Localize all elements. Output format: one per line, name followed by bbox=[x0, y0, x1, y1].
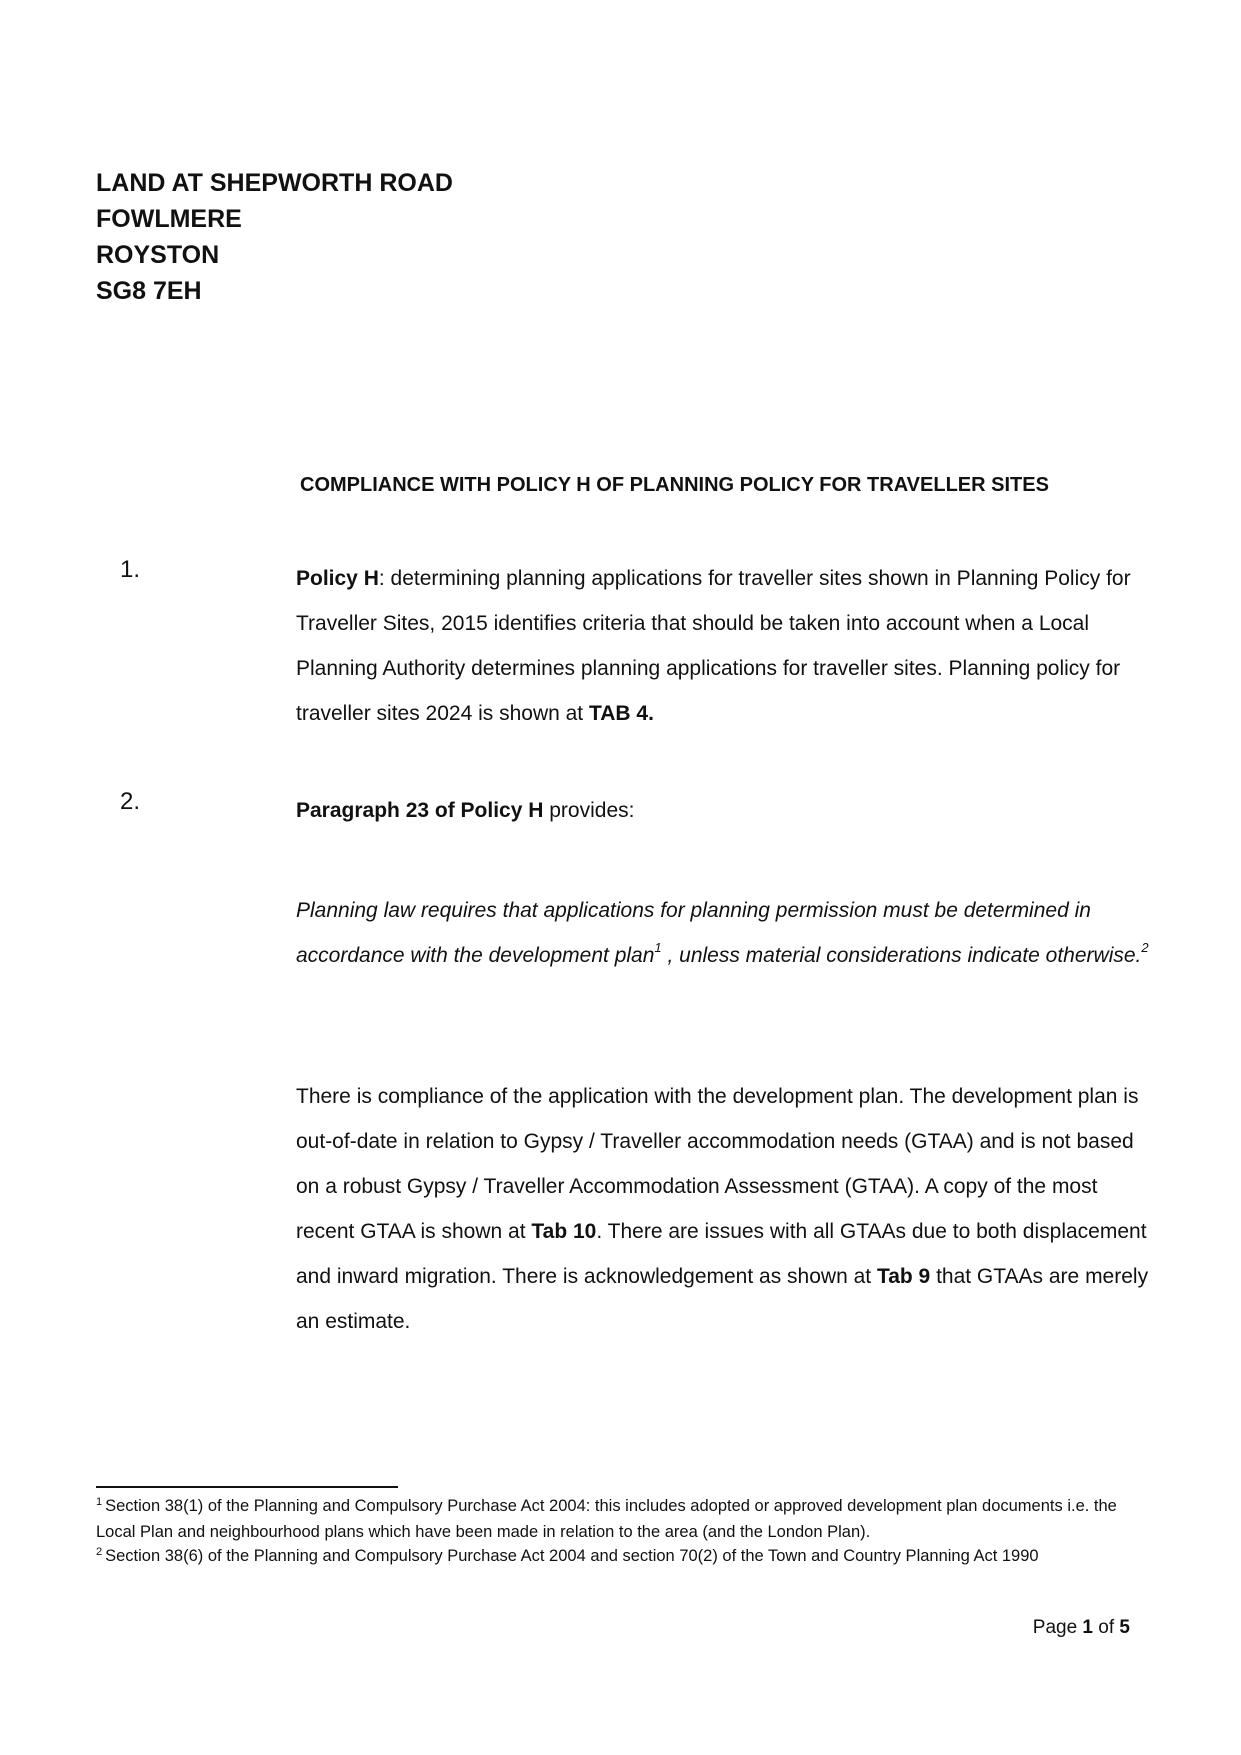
paragraph-number: 1. bbox=[120, 556, 141, 583]
policy-quote bbox=[296, 888, 1156, 978]
quote-text: Planning law requires that applications for planning permission must be determined in accordance with the development plan bbox=[296, 899, 1091, 967]
footnote bbox=[96, 1494, 1136, 1544]
paragraph-text: that GTAAs are merely an estimate. bbox=[296, 1265, 1149, 1333]
paragraph-text: : determining planning applications for traveller sites shown in Planning Policy for Traveller Sites, 2015 identifies criteria that should be taken into account when a Local Planning Authority determines planning applications for traveller sites. Planning policy for traveller sites 2024 is shown at bbox=[296, 567, 1131, 725]
document-heading: COMPLIANCE WITH POLICY H OF PLANNING POLICY FOR TRAVELLER SITES bbox=[300, 474, 1049, 496]
page-label: Page bbox=[1032, 1617, 1078, 1638]
footnote-number: 1 bbox=[96, 1496, 103, 1508]
tab-reference: TAB 4. bbox=[588, 702, 654, 725]
paragraph-1 bbox=[296, 556, 1156, 736]
footnote-divider bbox=[96, 1486, 398, 1488]
tab-reference: Tab 10 bbox=[531, 1220, 597, 1243]
paragraph-text: . There are issues with all GTAAs due to both displacement and inward migration. There is acknowledgement as shown at bbox=[296, 1220, 1147, 1288]
quote-text: , unless material considerations indicate otherwise. bbox=[661, 944, 1142, 967]
address-block bbox=[96, 165, 453, 309]
footnote bbox=[96, 1544, 1136, 1570]
paragraph-lead: Policy H bbox=[296, 567, 379, 590]
paragraph-lead: Paragraph 23 of Policy H bbox=[296, 799, 544, 822]
tab-reference: Tab 9 bbox=[876, 1265, 931, 1288]
address-line: LAND AT SHEPWORTH ROAD bbox=[96, 169, 453, 197]
footnote-ref: 2 bbox=[1141, 940, 1149, 955]
address-line: FOWLMERE bbox=[96, 205, 242, 233]
footnote-text: Section 38(6) of the Planning and Compulsory Purchase Act 2004 and section 70(2) of the Town and Country Planning Act 1990 bbox=[105, 1547, 1039, 1565]
page-total: 5 bbox=[1119, 1617, 1130, 1638]
paragraph-text: provides: bbox=[543, 799, 635, 822]
paragraph-2-intro bbox=[296, 788, 1156, 833]
footnote-ref: 1 bbox=[654, 940, 662, 955]
page-current: 1 bbox=[1082, 1617, 1093, 1638]
address-line: ROYSTON bbox=[96, 241, 220, 269]
paragraph-number: 2. bbox=[120, 788, 141, 815]
footnotes bbox=[96, 1494, 1136, 1570]
address-line: SG8 7EH bbox=[96, 277, 202, 305]
paragraph-2-body bbox=[296, 1074, 1156, 1344]
footnote-number: 2 bbox=[96, 1546, 103, 1558]
paragraph-text: There is compliance of the application with the development plan. The development plan is out-of-date in relation to Gypsy / Traveller accommodation needs (GTAA) and is not based on a robust Gypsy / Traveller Accommodation Assessment (GTAA). A copy of the most recent GTAA is shown at bbox=[296, 1085, 1139, 1243]
page-number bbox=[1033, 1617, 1130, 1639]
footnote-text: Section 38(1) of the Planning and Compulsory Purchase Act 2004: this includes adopted or approved development plan documents i.e. the Local Plan and neighbourhood plans which have been made in relation to the area (and the London Plan). bbox=[96, 1497, 1117, 1541]
page-of-label: of bbox=[1098, 1617, 1115, 1638]
